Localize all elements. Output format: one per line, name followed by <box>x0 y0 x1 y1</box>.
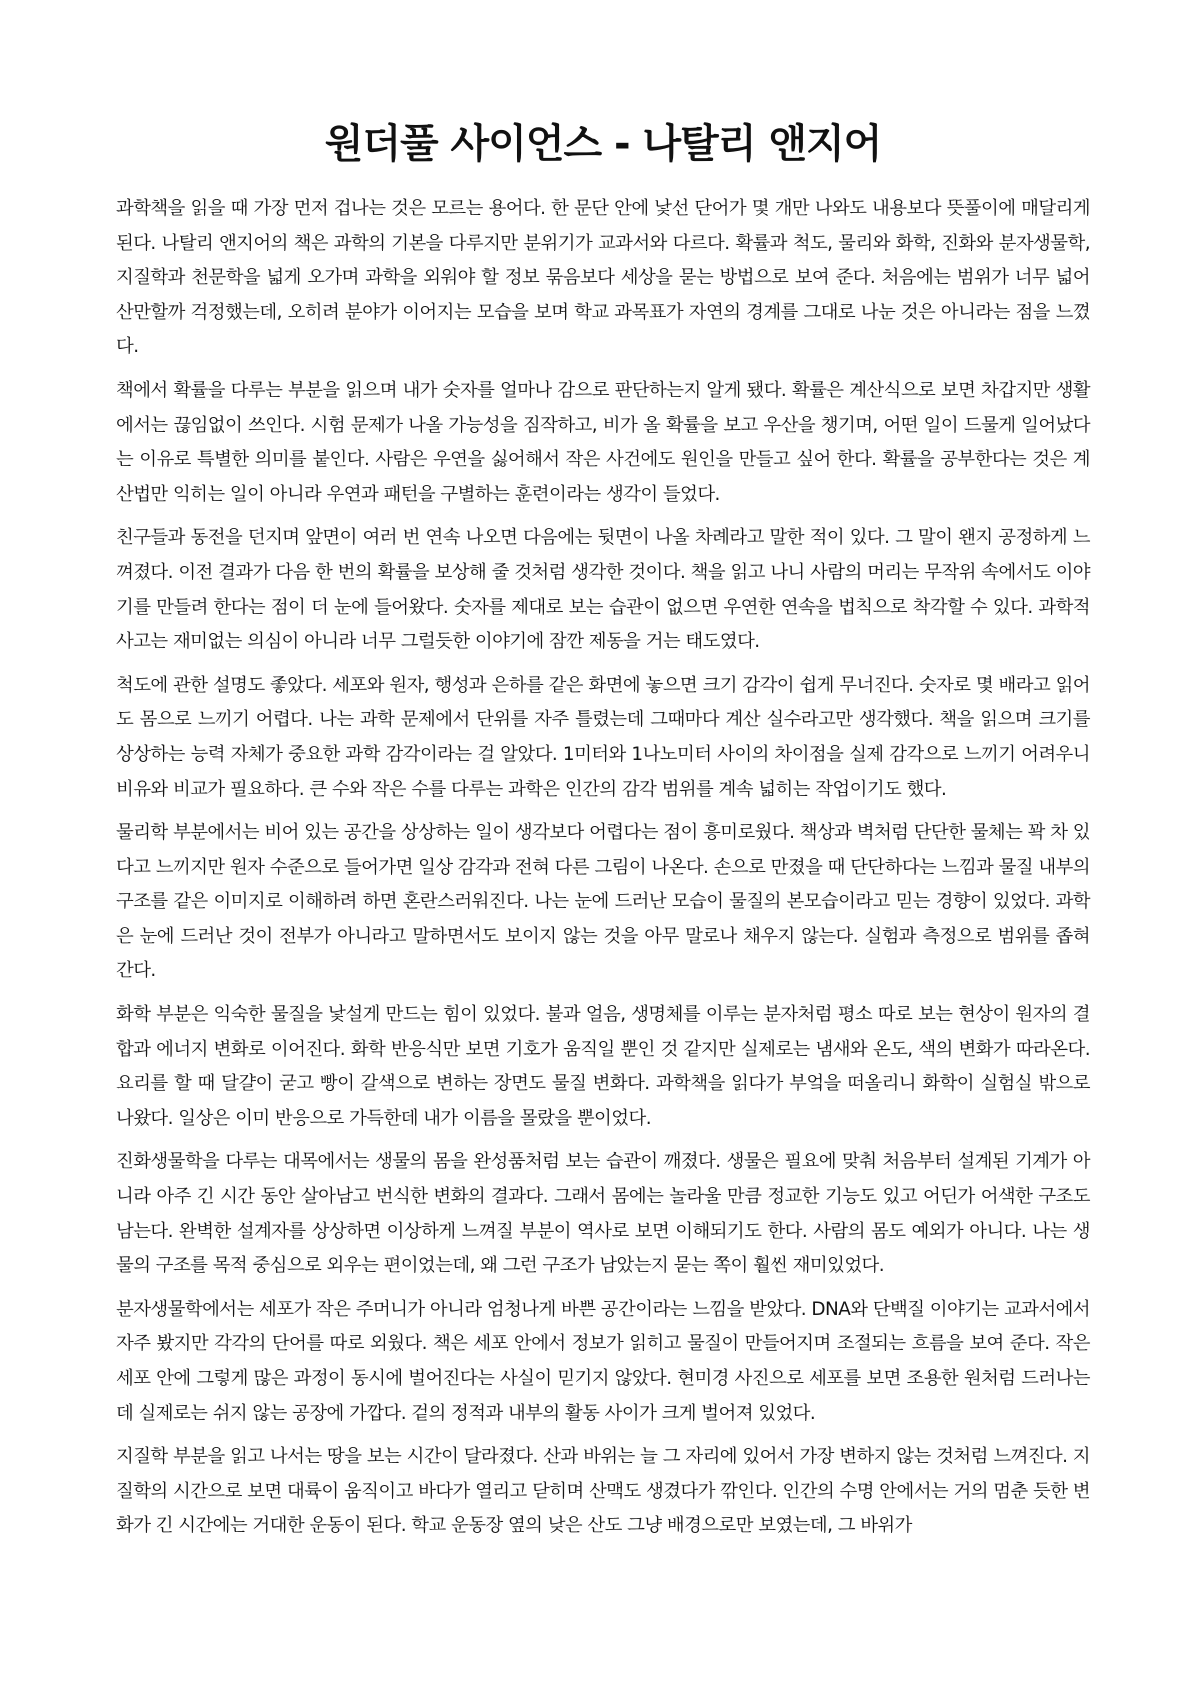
paragraph: 진화생물학을 다루는 대목에서는 생물의 몸을 완성품처럼 보는 습관이 깨졌다. 생물은 필요에 맞춰 처음부터 설계된 기계가 아니라 아주 긴 시간 동안 살아남고 번식한 변화의 결과다. 그래서 몸에는 놀라울 만큼 정교한 기능도 있고 어딘가 어색한 구조도 남는다. 완벽한 설계자를 상상하면 이상하게 느껴질 부분이 역사로 보면 이해되기도 한다. 사람의 몸도 예외가 아니다. 나는 생물의 구조를 목적 중심으로 외우는 편이었는데, 왜 그런 구조가 남았는지 묻는 쪽이 훨씬 재미있었다. <box>116 1151 1090 1277</box>
paragraph: 지질학 부분을 읽고 나서는 땅을 보는 시간이 달라졌다. 산과 바위는 늘 그 자리에 있어서 가장 변하지 않는 것처럼 느껴진다. 지질학의 시간으로 보면 대륙이 움직이고 바다가 열리고 닫히며 산맥도 생겼다가 깎인다. 인간의 수명 안에서는 거의 멈춘 듯한 변화가 긴 시간에는 거대한 운동이 된다. 학교 운동장 옆의 낮은 산도 그냥 배경으로만 보였는데, 그 바위가 <box>116 1446 1090 1537</box>
paragraph: 과학책을 읽을 때 가장 먼저 겁나는 것은 모르는 용어다. 한 문단 안에 낯선 단어가 몇 개만 나와도 내용보다 뜻풀이에 매달리게 된다. 나탈리 앤지어의 책은 과학의 기본을 다루지만 분위기가 교과서와 다르다. 확률과 척도, 물리와 화학, 진화와 분자생물학, 지질학과 천문학을 넓게 오가며 과학을 외워야 할 정보 묶음보다 세상을 묻는 방법으로 보여 준다. 처음에는 범위가 너무 넓어 산만할까 걱정했는데, 오히려 분야가 이어지는 모습을 보며 학교 과목표가 자연의 경계를 그대로 나눈 것은 아니라는 점을 느꼈다. <box>116 198 1090 358</box>
paragraph: 물리학 부분에서는 비어 있는 공간을 상상하는 일이 생각보다 어렵다는 점이 흥미로웠다. 책상과 벽처럼 단단한 물체는 꽉 차 있다고 느끼지만 원자 수준으로 들어가면 일상 감각과 전혀 다른 그림이 나온다. 손으로 만졌을 때 단단하다는 느낌과 물질 내부의 구조를 같은 이미지로 이해하려 하면 혼란스러워진다. 나는 눈에 드러난 모습이 물질의 본모습이라고 믿는 경향이 있었다. 과학은 눈에 드러난 것이 전부가 아니라고 말하면서도 보이지 않는 것을 아무 말로나 채우지 않는다. 실험과 측정으로 범위를 좁혀 간다. <box>116 822 1090 982</box>
paragraph: 책에서 확률을 다루는 부분을 읽으며 내가 숫자를 얼마나 감으로 판단하는지 알게 됐다. 확률은 계산식으로 보면 차갑지만 생활에서는 끊임없이 쓰인다. 시험 문제가 나올 가능성을 짐작하고, 비가 올 확률을 보고 우산을 챙기며, 어떤 일이 드물게 일어났다는 이유로 특별한 의미를 붙인다. 사람은 우연을 싫어해서 작은 사건에도 원인을 만들고 싶어 한다. 확률을 공부한다는 것은 계산법만 익히는 일이 아니라 우연과 패턴을 구별하는 훈련이라는 생각이 들었다. <box>116 379 1090 505</box>
document-title: 원더풀 사이언스 - 나탈리 앤지어 <box>324 121 882 167</box>
document-body <box>116 192 1090 1544</box>
paragraph: 척도에 관한 설명도 좋았다. 세포와 원자, 행성과 은하를 같은 화면에 놓으면 크기 감각이 쉽게 무너진다. 숫자로 몇 배라고 읽어도 몸으로 느끼기 어렵다. 나는 과학 문제에서 단위를 자주 틀렸는데 그때마다 계산 실수라고만 생각했다. 책을 읽으며 크기를 상상하는 능력 자체가 중요한 과학 감각이라는 걸 알았다. 1미터와 1나노미터 사이의 차이점을 실제 감각으로 느끼기 어려우니 비유와 비교가 필요하다. 큰 수와 작은 수를 다루는 과학은 인간의 감각 범위를 계속 넓히는 작업이기도 했다. <box>116 674 1090 800</box>
paragraph: 친구들과 동전을 던지며 앞면이 여러 번 연속 나오면 다음에는 뒷면이 나올 차례라고 말한 적이 있다. 그 말이 왠지 공정하게 느껴졌다. 이전 결과가 다음 한 번의 확률을 보상해 줄 것처럼 생각한 것이다. 책을 읽고 나니 사람의 머리는 무작위 속에서도 이야기를 만들려 한다는 점이 더 눈에 들어왔다. 숫자를 제대로 보는 습관이 없으면 우연한 연속을 법칙으로 착각할 수 있다. 과학적 사고는 재미없는 의심이 아니라 너무 그럴듯한 이야기에 잠깐 제동을 거는 태도였다. <box>116 527 1090 653</box>
paragraph: 화학 부분은 익숙한 물질을 낯설게 만드는 힘이 있었다. 불과 얼음, 생명체를 이루는 분자처럼 평소 따로 보는 현상이 원자의 결합과 에너지 변화로 이어진다. 화학 반응식만 보면 기호가 움직일 뿐인 것 같지만 실제로는 냄새와 온도, 색의 변화가 따라온다. 요리를 할 때 달걀이 굳고 빵이 갈색으로 변하는 장면도 물질 변화다. 과학책을 읽다가 부엌을 떠올리니 화학이 실험실 밖으로 나왔다. 일상은 이미 반응으로 가득한데 내가 이름을 몰랐을 뿐이었다. <box>116 1004 1090 1129</box>
paragraph: 분자생물학에서는 세포가 작은 주머니가 아니라 엄청나게 바쁜 공간이라는 느낌을 받았다. DNA와 단백질 이야기는 교과서에서 자주 봤지만 각각의 단어를 따로 외웠다. 책은 세포 안에서 정보가 읽히고 물질이 만들어지며 조절되는 흐름을 보여 준다. 작은 세포 안에 그렇게 많은 과정이 동시에 벌어진다는 사실이 믿기지 않았다. 현미경 사진으로 세포를 보면 조용한 원처럼 드러나는데 실제로는 쉬지 않는 공장에 가깝다. 겉의 정적과 내부의 활동 사이가 크게 벌어져 있었다. <box>116 1298 1090 1424</box>
